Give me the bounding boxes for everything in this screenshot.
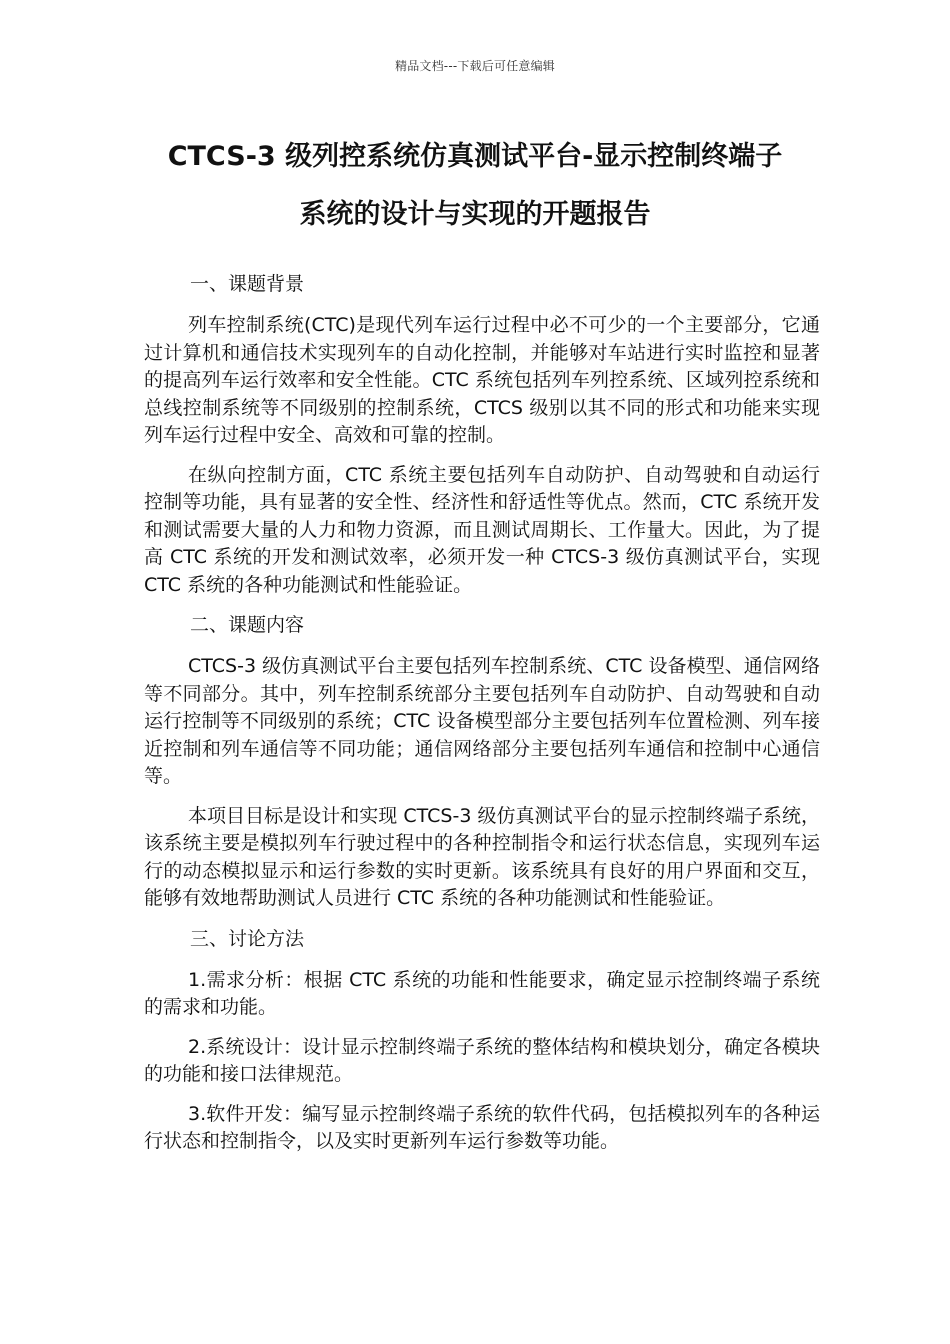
paragraph: CTCS-3 级仿真测试平台主要包括列车控制系统、CTC 设备模型、通信网络等不同部分。其中，列车控制系统部分主要包括列车自动防护、自动驾驶和自动运行控制等不同级别的系统；CTC 设备模型部分主要包括列车位置检测、列车接近控制和列车通信等不同功能；通信网络部分主要包括列车通信和控制中心通信等。 xyxy=(144,655,820,787)
method-item: 3.软件开发：编写显示控制终端子系统的软件代码，包括模拟列车的各种运行状态和控制指令，以及实时更新列车运行参数等功能。 xyxy=(144,1102,820,1152)
method-item: 1.需求分析：根据 CTC 系统的功能和性能要求，确定显示控制终端子系统的需求和功能。 xyxy=(144,968,820,1018)
document-body xyxy=(144,270,820,1168)
section-background xyxy=(144,270,820,599)
section-heading: 一、课题背景 xyxy=(190,273,305,295)
paragraph: 列车控制系统(CTC)是现代列车运行过程中必不可少的一个主要部分，它通过计算机和通信技术实现列车的自动化控制，并能够对车站进行实时监控和显著的提高列车运行效率和安全性能。CTC 系统包括列车列控系统、区域列控系统和总线控制系统等不同级别的控制系统，CTCS 级别以其不同的形式和功能来实现列车运行过程中安全、高效和可靠的控制。 xyxy=(144,314,820,446)
document-title xyxy=(100,128,850,244)
paragraph: 本项目目标是设计和实现 CTCS-3 级仿真测试平台的显示控制终端子系统，该系统主要是模拟列车行驶过程中的各种控制指令和运行状态信息，实现列车运行的动态模拟显示和运行参数的实时更新。该系统具有良好的用户界面和交互，能够有效地帮助测试人员进行 CTC 系统的各种功能测试和性能验证。 xyxy=(144,804,820,909)
section-heading: 二、课题内容 xyxy=(190,614,305,636)
section-methods xyxy=(144,925,820,1156)
section-content xyxy=(144,611,820,913)
header-note: 精品文档---下载后可任意编辑 xyxy=(395,59,555,73)
title-line-2: 系统的设计与实现的开题报告 xyxy=(299,199,651,230)
method-item: 2.系统设计：设计显示控制终端子系统的整体结构和模块划分，确定各模块的功能和接口法律规范。 xyxy=(144,1035,820,1085)
title-line-1: CTCS-3 级列控系统仿真测试平台-显示控制终端子 xyxy=(167,141,783,172)
paragraph: 在纵向控制方面，CTC 系统主要包括列车自动防护、自动驾驶和自动运行控制等功能，具有显著的安全性、经济性和舒适性等优点。然而，CTC 系统开发和测试需要大量的人力和物力资源，而且测试周期长、工作量大。因此，为了提高 CTC 系统的开发和测试效率，必须开发一种 CTCS-3 级仿真测试平台，实现 CTC 系统的各种功能测试和性能验证。 xyxy=(144,463,820,596)
section-heading: 三、讨论方法 xyxy=(190,927,305,950)
